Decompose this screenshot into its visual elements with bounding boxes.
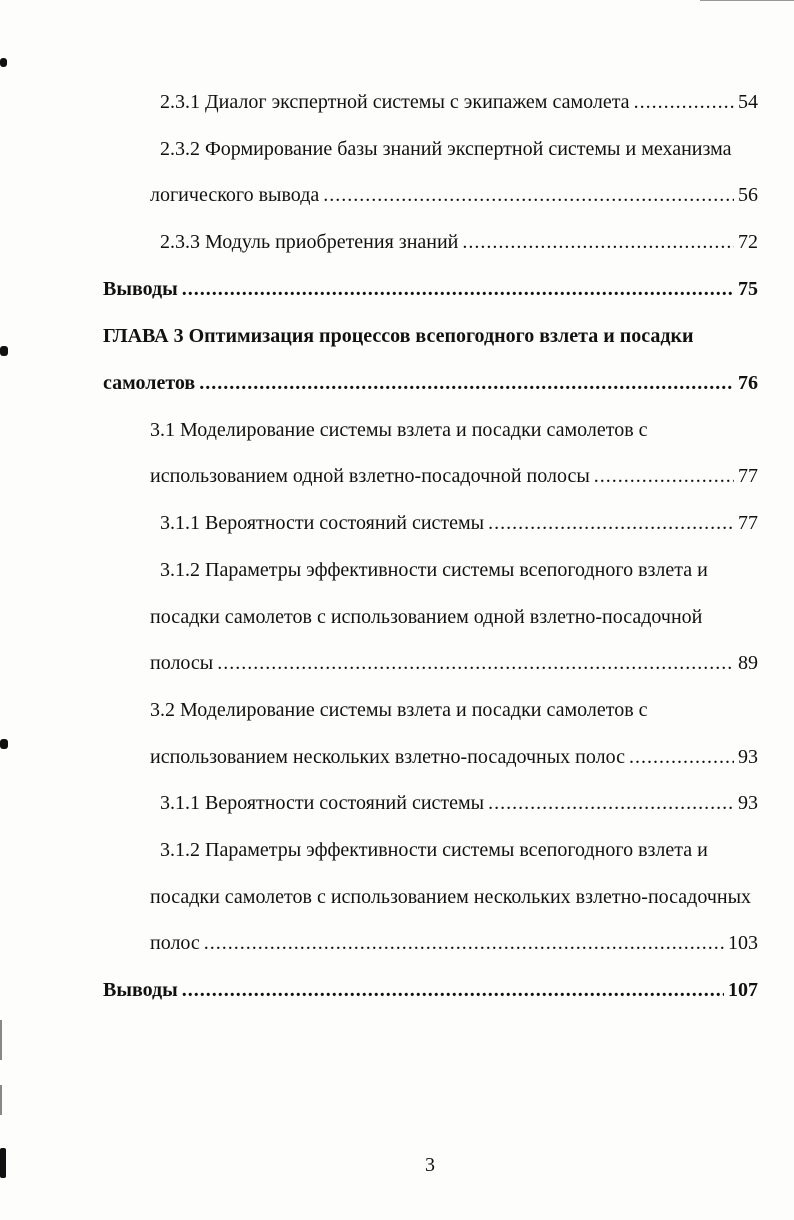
toc-entry-title: полос [150, 932, 200, 954]
toc-entry-title: логического вывода [150, 184, 320, 206]
toc-entry-page: 93 [738, 792, 758, 814]
toc-entry-page: 75 [738, 278, 758, 300]
toc-chapter-heading-continuation[interactable] [103, 371, 758, 395]
toc-entry-page: 56 [738, 184, 758, 206]
toc-entry-title: 3.2 Моделирование системы взлета и посадки самолетов с [150, 699, 648, 721]
toc-entry[interactable] [160, 838, 708, 862]
toc-entry-title: 3.1 Моделирование системы взлета и посадки самолетов с [150, 419, 648, 441]
scan-mark [0, 1020, 2, 1060]
scan-mark [0, 1085, 2, 1115]
toc-entry-continuation[interactable] [150, 885, 751, 909]
toc-entry-title: использованием одной взлетно-посадочной полосы [150, 465, 590, 487]
toc-entry[interactable] [160, 137, 732, 161]
toc-entry-continuation[interactable] [150, 931, 758, 955]
toc-leader-dots [488, 511, 734, 535]
toc-entry-title: ГЛАВА 3 Оптимизация процессов всепогодного взлета и посадки [103, 325, 694, 347]
toc-entry-page: 54 [738, 91, 758, 113]
toc-entry-page: 93 [738, 746, 758, 768]
toc-leader-dots [217, 651, 734, 675]
toc-entry-conclusions[interactable] [103, 277, 758, 301]
toc-entry-continuation[interactable] [150, 745, 758, 769]
page-number: 3 [425, 1154, 435, 1176]
toc-entry-page: 76 [738, 372, 758, 394]
toc-entry-title: самолетов [103, 372, 196, 394]
toc-entry-conclusions[interactable] [103, 978, 758, 1002]
toc-leader-dots [462, 230, 734, 254]
scan-mark [0, 346, 8, 356]
toc-entry[interactable] [160, 230, 758, 254]
toc-leader-dots [204, 931, 724, 955]
toc-leader-dots [594, 464, 734, 488]
toc-chapter-heading[interactable] [103, 324, 694, 348]
toc-entry-page: 103 [728, 932, 758, 954]
toc-entry-title: Выводы [103, 278, 178, 300]
toc-entry[interactable] [150, 698, 648, 722]
toc-leader-dots [323, 183, 734, 207]
toc-entry-page: 77 [738, 512, 758, 534]
toc-entry[interactable] [160, 90, 758, 114]
scan-edge-line [700, 0, 794, 1]
toc-entry[interactable] [160, 558, 708, 582]
toc-leader-dots [634, 90, 734, 114]
toc-entry-continuation[interactable] [150, 605, 702, 629]
toc-entry-page: 72 [738, 231, 758, 253]
toc-entry-title: полосы [150, 652, 214, 674]
toc-entry[interactable] [150, 418, 648, 442]
toc-entry-title: 2.3.3 Модуль приобретения знаний [160, 231, 459, 253]
toc-leader-dots [488, 791, 734, 815]
toc-leader-dots [182, 277, 734, 301]
toc-entry-title: 3.1.2 Параметры эффективности системы всепогодного взлета и [160, 559, 708, 581]
toc-entry-continuation[interactable] [150, 183, 758, 207]
toc-entry-title: 2.3.1 Диалог экспертной системы с экипажем самолета [160, 91, 630, 113]
toc-entry[interactable] [160, 511, 758, 535]
toc-entry-page: 77 [738, 465, 758, 487]
toc-leader-dots [182, 978, 724, 1002]
scan-mark [0, 58, 7, 67]
toc-entry-title: использованием нескольких взлетно-посадочных полос [150, 746, 625, 768]
scan-mark [0, 1148, 6, 1178]
toc-entry-title: 3.1.2 Параметры эффективности системы всепогодного взлета и [160, 839, 708, 861]
toc-entry[interactable] [160, 791, 758, 815]
toc-leader-dots [199, 371, 734, 395]
toc-entry-continuation[interactable] [150, 464, 758, 488]
toc-entry-title: 3.1.1 Вероятности состояний системы [160, 792, 485, 814]
toc-entry-page: 107 [728, 979, 758, 1001]
toc-leader-dots [629, 745, 734, 769]
toc-entry-title: 2.3.2 Формирование базы знаний экспертной системы и механизма [160, 138, 732, 160]
toc-entry-title: посадки самолетов с использованием одной взлетно-посадочной [150, 606, 703, 628]
toc-entry-title: 3.1.1 Вероятности состояний системы [160, 512, 485, 534]
toc-entry-page: 89 [738, 652, 758, 674]
toc-entry-continuation[interactable] [150, 651, 758, 675]
scan-mark [0, 739, 8, 749]
toc-entry-title: Выводы [103, 979, 178, 1001]
toc-entry-title: посадки самолетов с использованием нескольких взлетно-посадочных [150, 886, 752, 908]
